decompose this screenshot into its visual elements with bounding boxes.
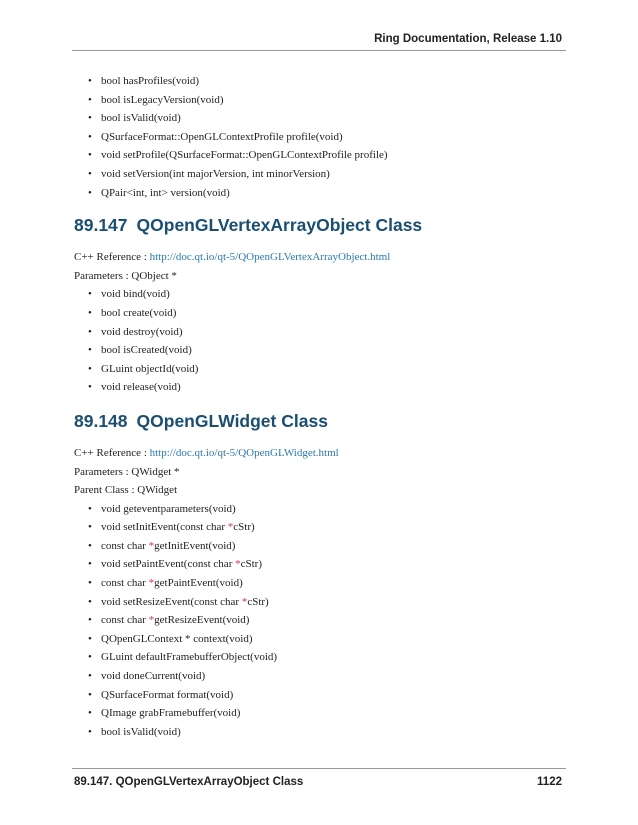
- list-item: • void destroy(void): [88, 325, 183, 338]
- list-item: • const char *getResizeEvent(void): [88, 614, 250, 627]
- list-item: • void setPaintEvent(const char *cStr): [88, 558, 262, 571]
- list-item-text: void setProfile(QSurfaceFormat::OpenGLContextProfile profile): [101, 149, 388, 162]
- header-rule: [72, 50, 566, 51]
- section-number: 89.147: [74, 215, 128, 236]
- list-item: • void setVersion(int majorVersion, int minorVersion): [88, 167, 330, 180]
- page-number: 1122: [537, 776, 562, 788]
- list-item: • bool create(void): [88, 306, 177, 319]
- list-item: • GLuint defaultFramebufferObject(void): [88, 651, 278, 664]
- list-item: • QImage grabFramebuffer(void): [88, 707, 241, 720]
- list-item-text: bool isLegacyVersion(void): [101, 93, 224, 106]
- list-item: • const char *getInitEvent(void): [88, 539, 236, 552]
- list-item-text: bool create(void): [101, 306, 177, 319]
- cpp-reference: [74, 444, 564, 463]
- pointer-star: *: [235, 558, 241, 571]
- pointer-star: *: [148, 539, 155, 552]
- list-item-text: void bind(void): [101, 288, 170, 301]
- list-item: • void setResizeEvent(const char *cStr): [88, 595, 269, 608]
- list-item-text: bool isCreated(void): [101, 344, 192, 357]
- reference-link[interactable]: http://doc.qt.io/qt-5/QOpenGLVertexArrayObject.html: [149, 251, 391, 264]
- list-item: • void geteventparameters(void): [88, 502, 236, 515]
- list-item: • QSurfaceFormat format(void): [88, 688, 234, 701]
- pointer-star: *: [227, 521, 234, 534]
- list-item-text: bool hasProfiles(void): [101, 75, 200, 87]
- section-heading-148: [74, 411, 564, 432]
- footer-rule: [72, 768, 566, 769]
- method-list-148: [74, 500, 564, 742]
- running-header: Ring Documentation, Release 1.10: [374, 33, 562, 45]
- parameters-line: Parameters : QWidget *: [74, 465, 180, 478]
- page-content: [74, 72, 564, 741]
- section-number: 89.148: [74, 410, 128, 431]
- reference-label: C++ Reference :: [74, 251, 150, 264]
- list-item: • void release(void): [88, 381, 181, 394]
- parameters-line: Parameters : QObject *: [74, 269, 177, 282]
- pointer-star: *: [148, 614, 155, 627]
- list-item-text: GLuint objectId(void): [101, 362, 199, 375]
- list-item: • QPair<int, int> version(void): [88, 186, 230, 199]
- list-item: • void setProfile(QSurfaceFormat::OpenGLContextProfile profile): [88, 149, 388, 162]
- list-item-text: void destroy(void): [101, 325, 183, 338]
- footer-section-title: 89.147. QOpenGLVertexArrayObject Class: [74, 776, 304, 788]
- list-item-text: void setVersion(int majorVersion, int minorVersion): [101, 167, 330, 180]
- list-item: • bool isLegacyVersion(void): [88, 93, 224, 106]
- list-item-text: bool isValid(void): [101, 112, 181, 125]
- list-item: • bool isValid(void): [88, 112, 181, 125]
- method-list-147: [74, 285, 564, 397]
- list-item: • GLuint objectId(void): [88, 362, 199, 375]
- list-item: • void setInitEvent(const char *cStr): [88, 521, 255, 534]
- section-heading-147: [74, 215, 564, 236]
- list-item-text: QPair<int, int> version(void): [101, 186, 230, 199]
- reference-link[interactable]: http://doc.qt.io/qt-5/QOpenGLWidget.html: [149, 446, 339, 459]
- list-item: • bool isValid(void): [88, 725, 181, 738]
- list-item: • bool isCreated(void): [88, 344, 192, 357]
- list-item: • bool hasProfiles(void): [88, 75, 200, 87]
- list-item: • void bind(void): [88, 288, 170, 301]
- method-list-continued: [74, 72, 564, 202]
- pointer-star: *: [148, 577, 155, 590]
- pointer-star: *: [241, 595, 248, 608]
- cpp-reference: [74, 248, 564, 267]
- list-item: • QSurfaceFormat::OpenGLContextProfile profile(void): [88, 130, 343, 143]
- list-item: • void doneCurrent(void): [88, 670, 206, 683]
- list-item: • QOpenGLContext * context(void): [88, 632, 253, 645]
- list-item-text: QSurfaceFormat::OpenGLContextProfile profile(void): [101, 130, 343, 143]
- list-item: • const char *getPaintEvent(void): [88, 577, 243, 590]
- reference-label: C++ Reference :: [74, 446, 150, 459]
- list-item-text: void release(void): [101, 381, 181, 394]
- section-title: QOpenGLWidget Class: [136, 410, 328, 431]
- section-title: QOpenGLVertexArrayObject Class: [136, 215, 423, 236]
- parent-class-line: Parent Class : QWidget: [74, 484, 178, 497]
